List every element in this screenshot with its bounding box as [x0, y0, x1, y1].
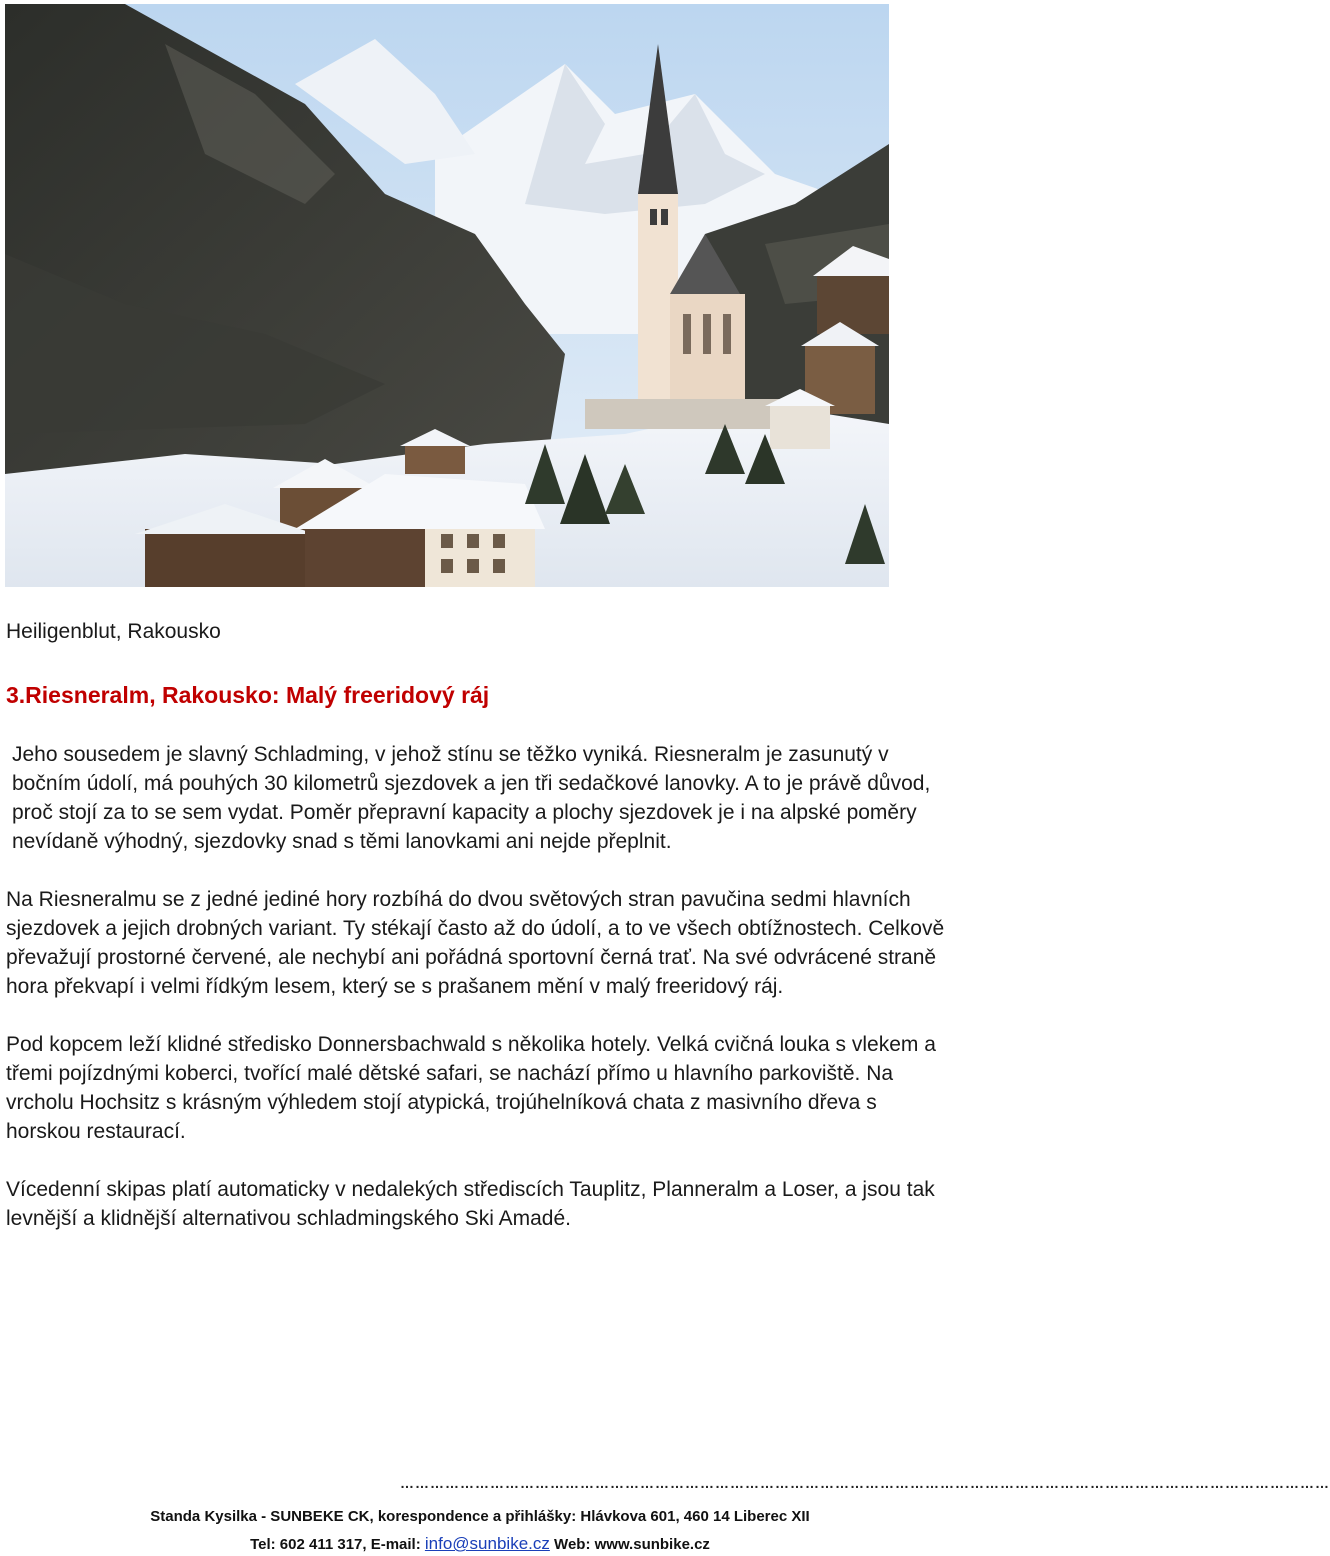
article-body	[6, 740, 956, 1262]
section-heading: 3.Riesneralm, Rakousko: Malý freeridový ráj	[6, 682, 490, 708]
article-photo	[5, 4, 889, 587]
footer-web: Web: www.sunbike.cz	[549, 1536, 710, 1553]
photo-caption: Heiligenblut, Rakousko	[6, 620, 221, 643]
footer-contact	[0, 1534, 960, 1554]
heiligenblut-photo-illustration	[5, 4, 889, 587]
paragraph-2: Na Riesneralmu se z jedné jediné hory rozbíhá do dvou světových stran pavučina sedmi hlavních sjezdovek a jejich drobných variant. Ty stékají často až do údolí, a to ve všech obtížnostech. Celkově převažují prostorné červené, ale nechybí ani pořádná sportovní černá trať. Na své odvrácené straně hora překvapí i velmi řídkým lesem, který se s prašanem mění v malý freeridový ráj.	[6, 888, 945, 998]
footer-email-link[interactable]: info@sunbike.cz	[424, 1534, 550, 1553]
footer-address: Standa Kysilka - SUNBEKE CK, korespondence a přihlášky: Hlávkova 601, 460 14 Liberec XII	[150, 1508, 810, 1525]
paragraph-1: Jeho sousedem je slavný Schladming, v jehož stínu se těžko vyniká. Riesneralm je zasunutý v bočním údolí, má pouhých 30 kilometrů sjezdovek a jen tři sedačkové lanovky. A to je právě důvod, proč stojí za to se sem vydat. Poměr přepravní kapacity a plochy sjezdovek je i na alpské poměry nevídaně výhodný, sjezdovky snad s těmi lanovkami ani nejde přeplnit.	[12, 743, 931, 853]
paragraph-4: Vícedenní skipas platí automaticky v nedalekých střediscích Tauplitz, Planneralm a Loser, a jsou tak levnější a klidnější alternativou schladmingského Ski Amadé.	[6, 1178, 935, 1230]
footer-divider: ……………………………………………………………………………………………………………………………………………………………………	[400, 1475, 1330, 1491]
footer-tel: Tel: 602 411 317, E-mail:	[250, 1536, 425, 1553]
paragraph-3: Pod kopcem leží klidné středisko Donnersbachwald s několika hotely. Velká cvičná louka s vlekem a třemi pojízdnými koberci, tvořící malé dětské safari, se nachází přímo u hlavního parkoviště. Na vrcholu Hochsitz s krásným výhledem stojí atypická, trojúhelníková chata z masivního dřeva s horskou restaurací.	[6, 1033, 936, 1143]
